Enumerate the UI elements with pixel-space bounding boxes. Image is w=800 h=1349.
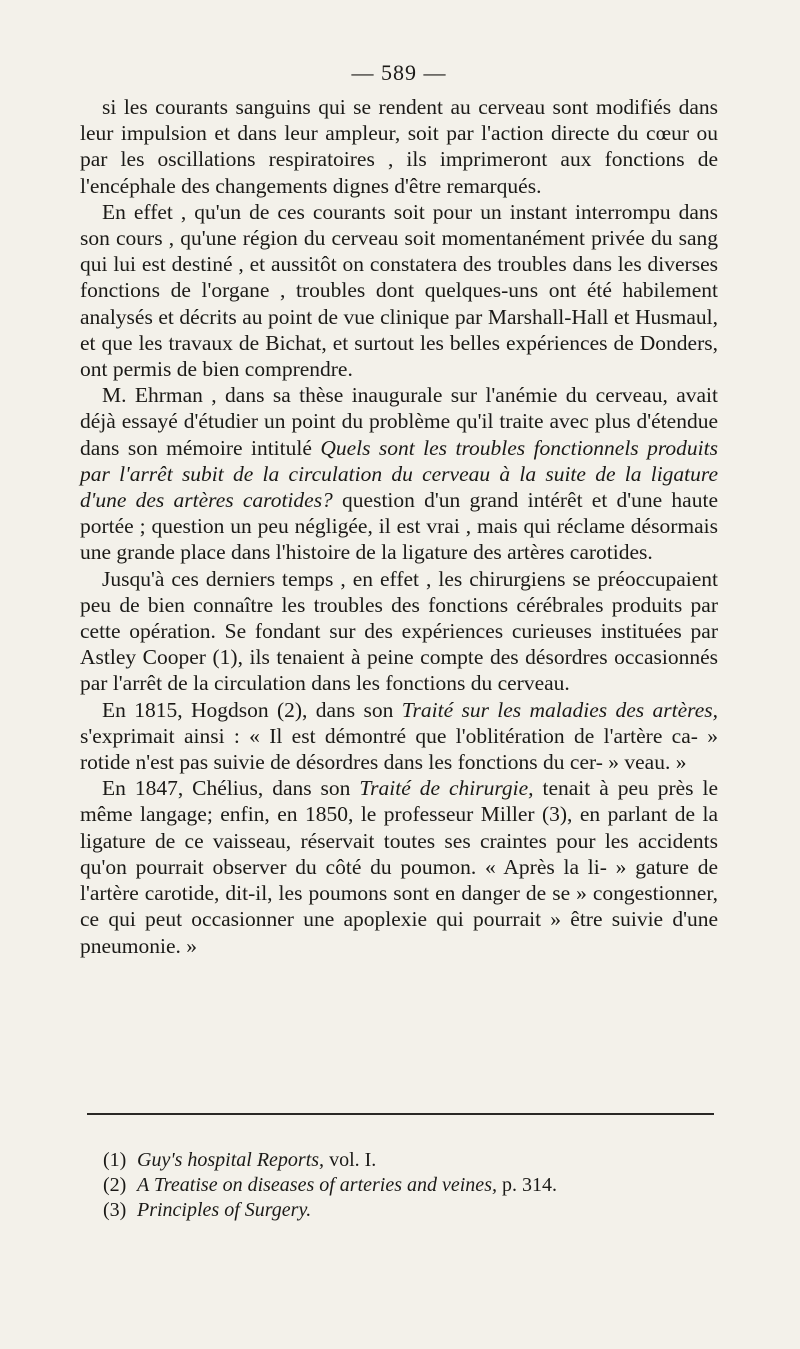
- page-number: — 589 —: [351, 60, 447, 85]
- paragraph-text: En 1815, Hogdson (2), dans son: [102, 697, 402, 722]
- footnote-1: [103, 1148, 703, 1173]
- paragraph-4: [80, 566, 718, 697]
- paragraph-5: [80, 697, 718, 776]
- paragraph-text: M. Ehrman , dans sa thèse inaugurale sur l'anémie du cerveau, avait déjà essayé d'étudier un point du problème qu'il traite avec plus d'étendue dans son mémoire intitulé: [80, 383, 718, 460]
- paragraph-text: En effet , qu'un de ces courants soit pour un instant interrompu dans son cours , qu'une région du cerveau soit momentanément privée du sang qui lui est destiné , et aussitôt on constatera des troubles dans les diverses fonctions de l'organe , troubles dont quelques-uns ont été habilement analysés et décrits au point de vue clinique par Marshall-Hall et Husmaul, et que les travaux de Bichat, et surtout les belles expériences de Donders, ont permis de bien comprendre.: [80, 199, 718, 382]
- footnote-text: p. 314.: [496, 1174, 557, 1196]
- paragraph-2: [80, 199, 718, 382]
- paragraph-6: [80, 775, 718, 958]
- footnote-number: (1): [103, 1149, 127, 1171]
- paragraph-text: Jusqu'à ces derniers temps , en effet , les chirurgiens se préoccupaient peu de bien connaître les troubles des fonctions cérébrales produits par cette opération. Se fondant sur des expériences curieuses instituées par Astley Cooper (1), ils tenaient à peine compte des désordres occasionnés par l'arrêt de la circulation dans les fonctions du cerveau.: [80, 566, 718, 696]
- paragraph-1: [80, 94, 718, 199]
- footnote-divider: [87, 1113, 714, 1115]
- paragraph-text: question d'un grand intérêt et d'une haute portée ; question un peu négligée, il est vrai , mais qui réclame désormais une grande place dans l'histoire de la ligature des artères carotides.: [80, 488, 718, 565]
- paragraph-text: En 1847, Chélius, dans son: [102, 776, 360, 801]
- footnote-text: vol. I.: [324, 1149, 377, 1171]
- footnote-number: (3): [103, 1199, 127, 1221]
- footnote-title: Principles of Surgery.: [137, 1199, 312, 1221]
- footnote-title: A Treatise on diseases of arteries and veines,: [137, 1174, 497, 1196]
- footnote-3: [103, 1198, 703, 1223]
- footnote-number: (2): [103, 1174, 127, 1196]
- paragraph-text: tenait à peu près le même langage; enfin, en 1850, le professeur Miller (3), en parlant de la ligature de ce vaisseau, réservait toutes ses craintes pour les accidents qu'on pourrait observer du côté du poumon. « Après la li- » gature de l'artère carotide, dit-il, les poumons sont en danger de se » congestionner, ce qui peut occasionner une apoplexie qui pourrait » être suivie d'une pneumonie. »: [80, 776, 718, 958]
- page-body: [80, 58, 718, 959]
- book-title: Traité sur les maladies des artères,: [401, 697, 719, 722]
- book-title: Traité de chirurgie,: [359, 776, 534, 801]
- memoir-title: Quels sont les troubles fonctionnels produits par l'arrêt subit de la circulation du cerveau à la suite de la ligature d'une des artères carotides?: [80, 435, 718, 513]
- paragraph-3: [80, 382, 718, 565]
- paragraph-text: s'exprimait ainsi : « Il est démontré que l'oblitération de l'artère ca- » rotide n'est pas suivie de désordres dans les fonctions du cer- » veau. »: [80, 723, 718, 775]
- footnote-2: [103, 1173, 703, 1198]
- footnotes: [103, 1148, 703, 1223]
- footnote-title: Guy's hospital Reports,: [137, 1149, 325, 1171]
- paragraph-text: si les courants sanguins qui se rendent au cerveau sont modifiés dans leur impulsion et dans leur ampleur, soit par l'action directe du cœur ou par les oscillations respiratoires , ils imprimeront aux fonctions de l'encéphale des changements dignes d'être remarqués.: [80, 95, 718, 198]
